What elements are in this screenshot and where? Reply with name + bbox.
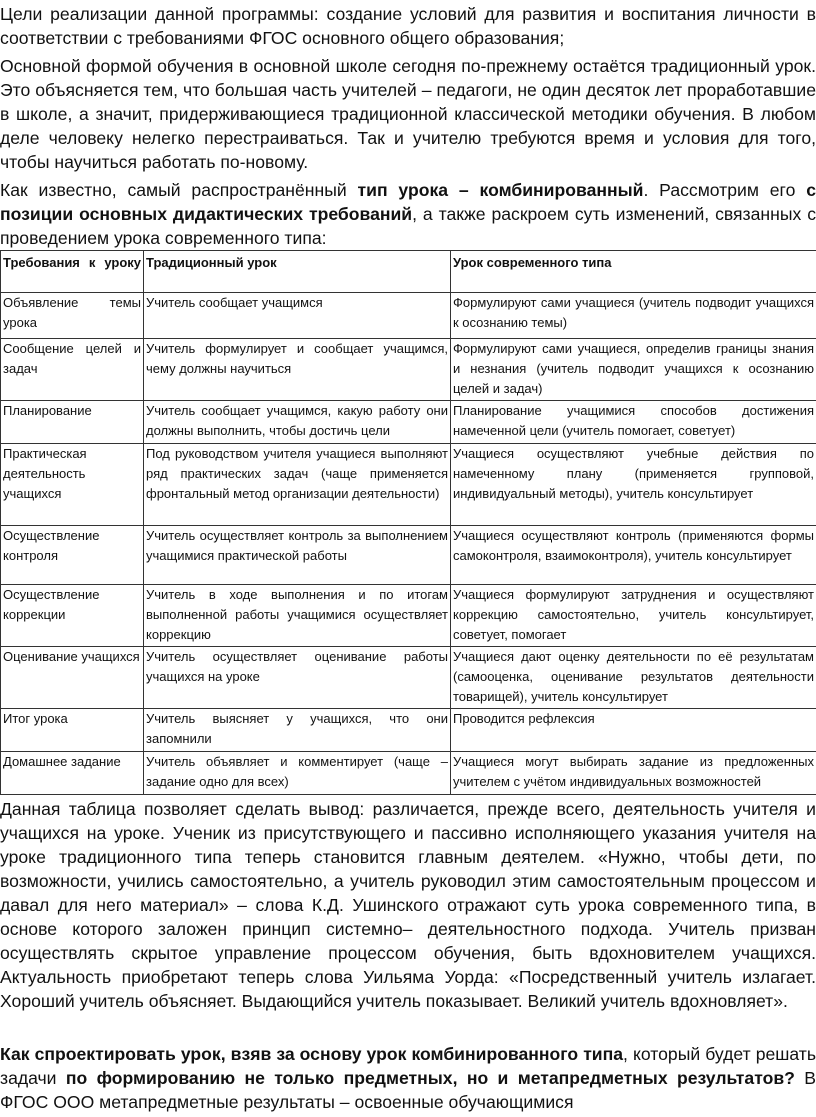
cell-requirement: Объявление темы урока bbox=[1, 293, 144, 339]
cell-traditional: Учитель формулирует и сообщает учащимся, чему должны научиться bbox=[144, 339, 451, 401]
cell-requirement: Осуществление коррекции bbox=[1, 585, 144, 647]
p5-bold-question: Как спроектировать урок, взяв за основу урок комбинированного типа bbox=[0, 1044, 624, 1064]
cell-traditional: Учитель сообщает учащимся, какую работу они должны выполнить, чтобы достичь цели bbox=[144, 401, 451, 444]
comparison-table bbox=[0, 250, 816, 795]
paragraph-goals: Цели реализации данной программы: создание условий для развития и воспитания личности в соответствии с требованиями ФГОС основного общего образования; bbox=[0, 4, 816, 48]
cell-requirement: Домашнее задание bbox=[1, 752, 144, 795]
table-row bbox=[1, 339, 816, 401]
paragraph-lesson-design bbox=[0, 1042, 816, 1114]
cell-requirement: Планирование bbox=[1, 401, 144, 444]
cell-modern: Проводится рефлексия bbox=[451, 709, 816, 752]
cell-traditional: Учитель осуществляет контроль за выполнением учащимися практической работы bbox=[144, 526, 451, 585]
cell-modern: Учащиеся осуществляют контроль (применяются формы самоконтроля, взаимоконтроля), учитель консультирует bbox=[451, 526, 816, 585]
table-row bbox=[1, 526, 816, 585]
cell-modern: Учащиеся могут выбирать задание из предложенных учителем с учётом индивидуальных возможностей bbox=[451, 752, 816, 795]
p5-bold-results: по формированию не только предметных, но и метапредметных результатов? bbox=[65, 1068, 795, 1088]
p3-bold-lesson-type: тип урока – комбинированный bbox=[357, 180, 644, 200]
cell-requirement: Итог урока bbox=[1, 709, 144, 752]
table-row bbox=[1, 752, 816, 795]
cell-traditional: Учитель сообщает учащимся bbox=[144, 293, 451, 339]
table-row bbox=[1, 709, 816, 752]
p3-text-e: , а также раскроем суть изменений, связанных с проведением урока современного типа: bbox=[0, 204, 816, 248]
p3-text-a: Как известно, самый распространённый bbox=[0, 180, 358, 200]
cell-traditional: Под руководством учителя учащиеся выполняют ряд практических задач (чаще применяется фронтальный метод организации деятельности) bbox=[144, 444, 451, 526]
header-requirements: Требования к уроку bbox=[1, 251, 144, 293]
cell-modern: Формулируют сами учащиеся, определив границы знания и незнания (учитель подводит учащихся к осознанию целей и задач) bbox=[451, 339, 816, 401]
table-header-row bbox=[1, 251, 816, 293]
cell-traditional: Учитель выясняет у учащихся, что они запомнили bbox=[144, 709, 451, 752]
cell-modern: Учащиеся дают оценку деятельности по её результатам (самооценка, оценивание результатов деятельности товарищей), учитель консультирует bbox=[451, 647, 816, 709]
paragraph-combined-lesson bbox=[0, 178, 816, 250]
cell-modern: Планирование учащимися способов достижения намеченной цели (учитель помогает, советует) bbox=[451, 401, 816, 444]
paragraph-conclusion: Данная таблица позволяет сделать вывод: различается, прежде всего, деятельность учителя и учащихся на уроке. Ученик из присутствующего и пассивно исполняющего указания учителя на уроке традиционного типа теперь становится главным деятелем. «Нужно, чтобы дети, по возможности, учились самостоятельно, а учитель руководил этим самостоятельным процессом и давал для него материал» – слова К.Д. Ушинского отражают суть урока современного типа, в основе которого заложен принцип системно– деятельностного подхода. Учитель призван осуществлять скрытое управление процессом обучения, быть вдохновителем учащихся. Актуальность приобретают теперь слова Уильяма Уорда: «Посредственный учитель излагает. Хороший учитель объясняет. Выдающийся учитель показывает. Великий учитель вдохновляет». bbox=[0, 799, 816, 1011]
table-row bbox=[1, 585, 816, 647]
cell-requirement: Практическая деятельность учащихся bbox=[1, 444, 144, 526]
cell-requirement: Осуществление контроля bbox=[1, 526, 144, 585]
cell-traditional: Учитель в ходе выполнения и по итогам выполненной работы учащимися осуществляет коррекцию bbox=[144, 585, 451, 647]
paragraph-traditional-lesson: Основной формой обучения в основной школе сегодня по-прежнему остаётся традиционный урок. Это объясняется тем, что большая часть учителей – педагоги, не один десяток лет проработавшие в школе, а значит, придерживающиеся традиционной классической методики обучения. В любом деле человеку нелегко перестраиваться. Так и учителю требуются время и условия для того, чтобы научиться работать по-новому. bbox=[0, 56, 816, 172]
cell-requirement: Оценивание учащихся bbox=[1, 647, 144, 709]
cell-modern: Учащиеся формулируют затруднения и осуществляют коррекцию самостоятельно, учитель консультирует, советует, помогает bbox=[451, 585, 816, 647]
header-traditional: Традиционный урок bbox=[144, 251, 451, 293]
cell-traditional: Учитель осуществляет оценивание работы учащихся на уроке bbox=[144, 647, 451, 709]
table-row bbox=[1, 647, 816, 709]
cell-modern: Учащиеся осуществляют учебные действия по намеченному плану (применяется групповой, индивидуальный методы), учитель консультирует bbox=[451, 444, 816, 526]
p3-text-c: . Рассмотрим его bbox=[643, 180, 807, 200]
p5-text-b: , который будет решать задачи bbox=[0, 1044, 816, 1088]
table-row bbox=[1, 293, 816, 339]
cell-modern: Формулируют сами учащиеся (учитель подводит учащихся к осознанию темы) bbox=[451, 293, 816, 339]
p3-bold-didactic: с позиции основных дидактических требований bbox=[0, 180, 816, 224]
table-row bbox=[1, 401, 816, 444]
table-row bbox=[1, 444, 816, 526]
cell-requirement: Сообщение целей и задач bbox=[1, 339, 144, 401]
cell-traditional: Учитель объявляет и комментирует (чаще – задание одно для всех) bbox=[144, 752, 451, 795]
p5-text-d: В ФГОС ООО метапредметные результаты – освоенные обучающимися bbox=[0, 1068, 816, 1112]
header-modern: Урок современного типа bbox=[451, 251, 816, 293]
